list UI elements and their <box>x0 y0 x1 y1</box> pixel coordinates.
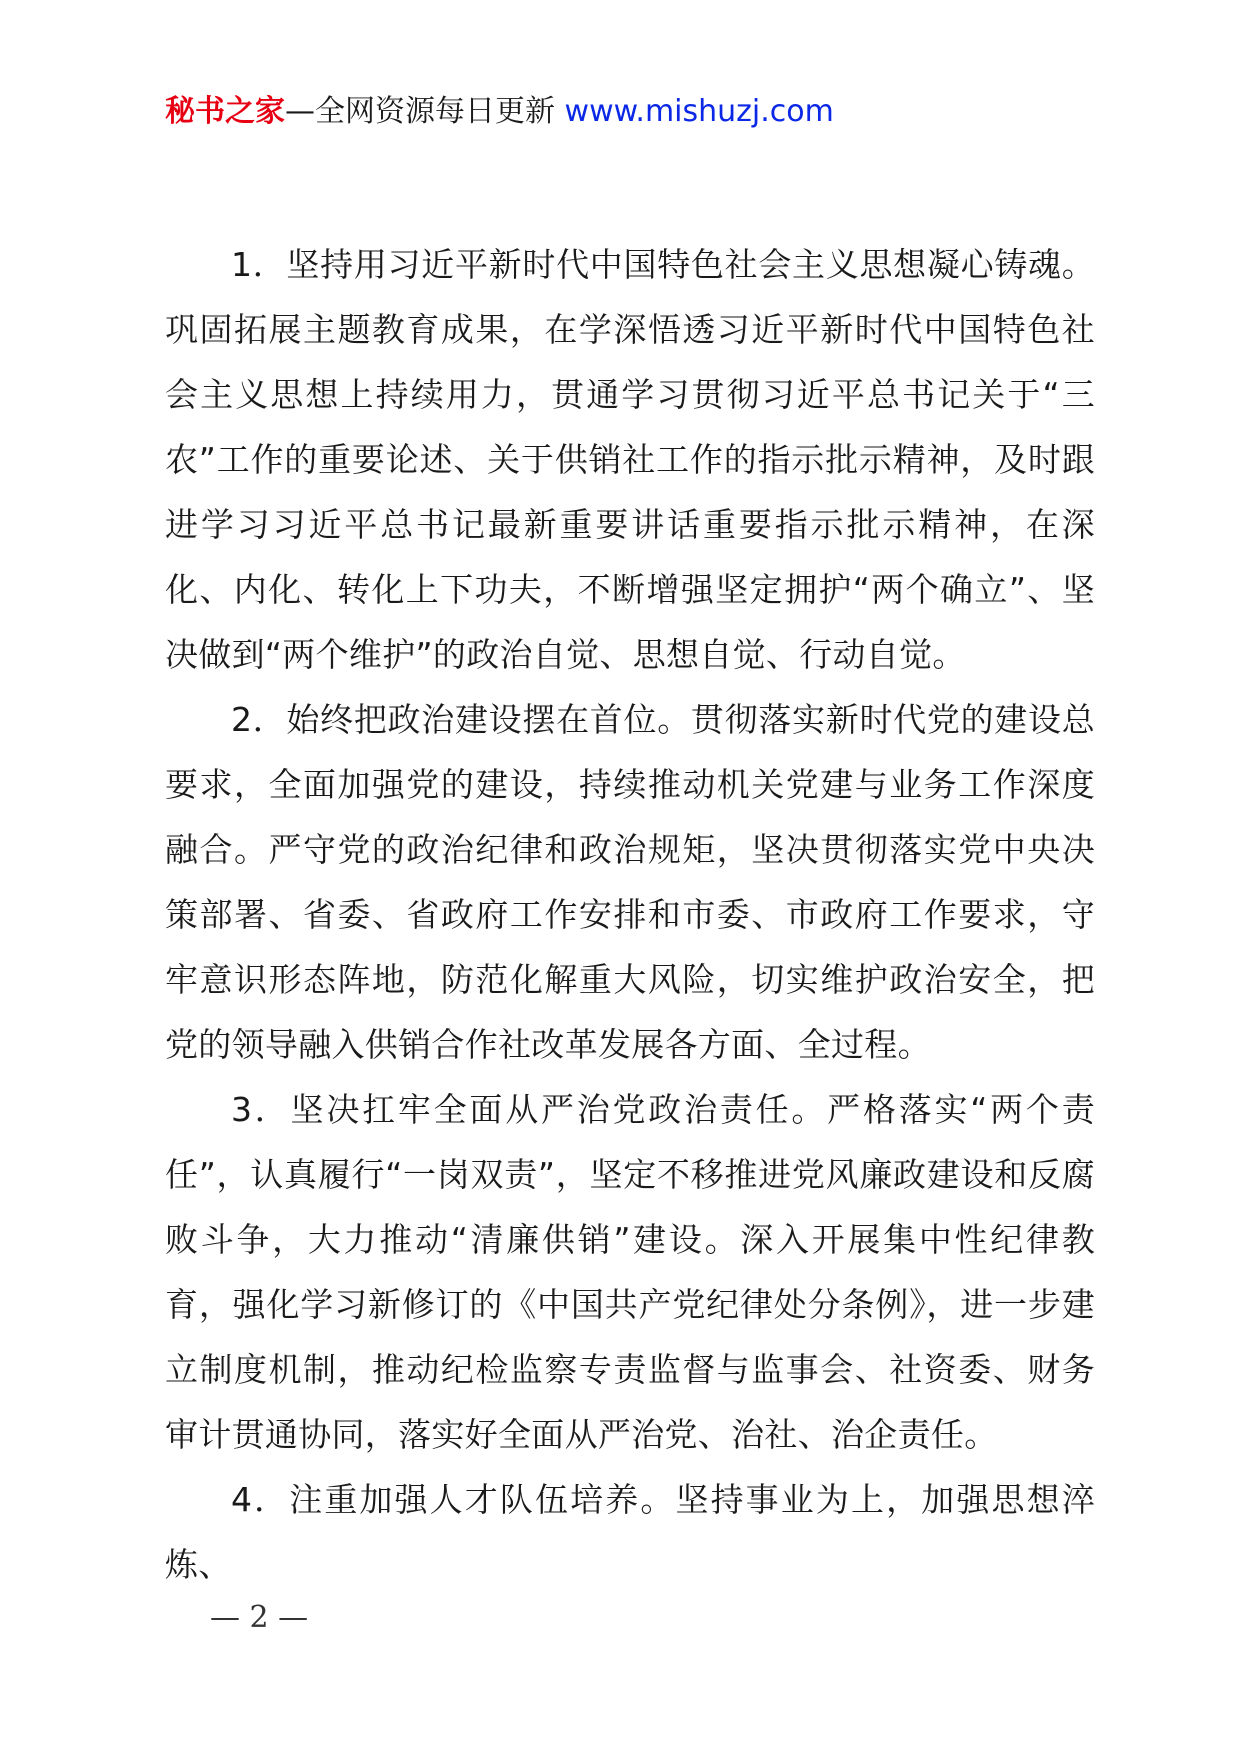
site-header <box>165 92 834 132</box>
site-url-link[interactable]: www.mishuzj.com <box>564 94 834 129</box>
brand-name: 秘书之家 <box>165 94 285 129</box>
paragraph-4: 4．注重加强人才队伍培养。坚持事业为上，加强思想淬炼、 <box>165 1480 1095 1584</box>
paragraph-2: 2．始终把政治建设摆在首位。贯彻落实新时代党的建设总要求，全面加强党的建设，持续推动机关党建与业务工作深度融合。严守党的政治纪律和政治规矩，坚决贯彻落实党中央决策部署、省委、省政府工作安排和市委、市政府工作要求，守牢意识形态阵地，防范化解重大风险，切实维护政治安全，把党的领导融入供销合作社改革发展各方面、全过程。 <box>165 700 1095 1064</box>
paragraph-3: 3．坚决扛牢全面从严治党政治责任。严格落实“两个责任”，认真履行“一岗双责”，坚定不移推进党风廉政建设和反腐败斗争，大力推动“清廉供销”建设。深入开展集中性纪律教育，强化学习新修订的《中国共产党纪律处分条例》，进一步建立制度机制，推动纪检监察专责监督与监事会、社资委、财务审计贯通协同，落实好全面从严治党、治社、治企责任。 <box>165 1090 1095 1454</box>
header-slogan: —全网资源每日更新 <box>285 94 565 129</box>
page-number: — 2 — <box>210 1600 309 1635</box>
paragraph-1: 1．坚持用习近平新时代中国特色社会主义思想凝心铸魂。巩固拓展主题教育成果，在学深悟透习近平新时代中国特色社会主义思想上持续用力，贯通学习贯彻习近平总书记关于“三农”工作的重要论述、关于供销社工作的指示批示精神，及时跟进学习习近平总书记最新重要讲话重要指示批示精神，在深化、内化、转化上下功夫，不断增强坚定拥护“两个确立”、坚决做到“两个维护”的政治自觉、思想自觉、行动自觉。 <box>165 245 1095 674</box>
document-body <box>165 232 1095 1597</box>
